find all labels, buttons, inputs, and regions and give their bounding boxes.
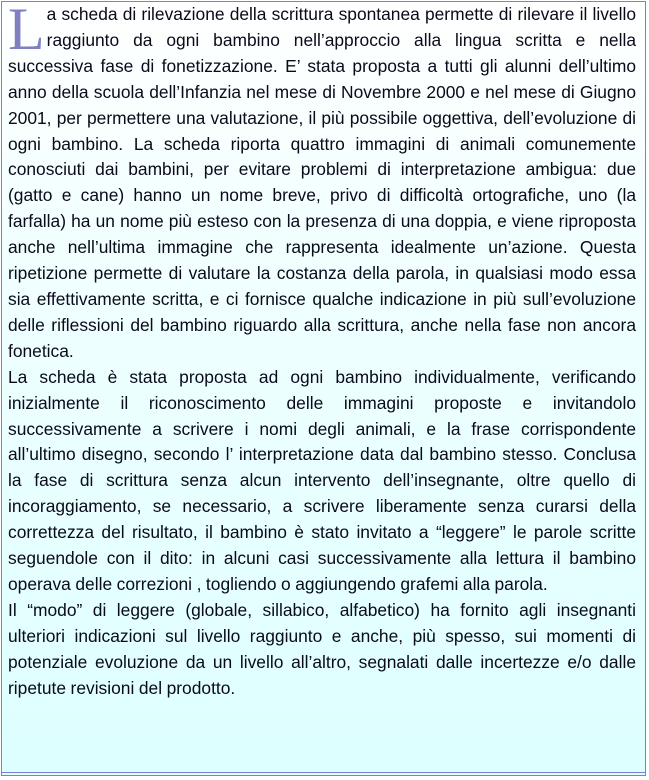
paragraph-1-text: a scheda di rilevazione della scrittura spontanea permette di rilevare il livello raggiunto da ogni bambino nell’approccio alla lingua scritta e nella successiva fase di fonetizzazione. E’ stata proposta a tutti gli alunni dell’ultimo anno della scuola dell’Infanzia nel mese di Novembre 2000 e nel mese di Giugno 2001, per permettere una valutazione, il più possibile oggettiva, dell’evoluzione di ogni bambino. La scheda riporta quattro immagini di animali comunemente conosciuti dai bambini, per evitare problemi di interpretazione ambigua: due (gatto e cane) hanno un nome breve, privo di difficoltà ortografiche, uno (la farfalla) ha un nome più esteso con la presenza di una doppia, e viene riproposta anche nell’ultima immagine che rappresenta idealmente un’azione. Questa ripetizione permette di valutare la costanza della parola, in qualsiasi modo essa sia effettivamente scritta, e ci fornisce qualche indicazione in più sull’evoluzione delle riflessioni del bambino riguardo alla scrittura, anche nella fase non ancora fonetica. [8,4,636,361]
paragraph-3: Il “modo” di leggere (globale, sillabico, alfabetico) ha fornito agli insegnanti ulteriori indicazioni sul livello raggiunto e anche, più spesso, sui momenti di potenziale evoluzione da un livello all’altro, segnalati dalle incertezze e/o dalle ripetute revisioni del prodotto. [8,599,636,698]
document-body [8,2,636,701]
drop-cap: L [8,1,45,62]
document-page [1,1,646,776]
paragraph-1 [8,2,636,365]
paragraph-2: La scheda è stata proposta ad ogni bambino individualmente, verificando inizialmente il riconoscimento delle immagini proposte e invitandolo successivamente a scrivere i nomi degli animali, e la frase corrispondente all’ultimo disegno, secondo l’ interpretazione data dal bambino stesso. Conclusa la fase di scrittura senza alcun intervento dell’insegnante, oltre quello di incoraggiamento, se necessario, a scrivere liberamente senza curarsi della correttezza del risultato, il bambino è stato invitato a “leggere” le parole scritte seguendole con il dito: in alcuni casi successivamente alla lettura il bambino operava delle correzioni , togliendo o aggiungendo grafemi alla parola. [8,366,636,594]
bottom-divider [2,772,645,773]
